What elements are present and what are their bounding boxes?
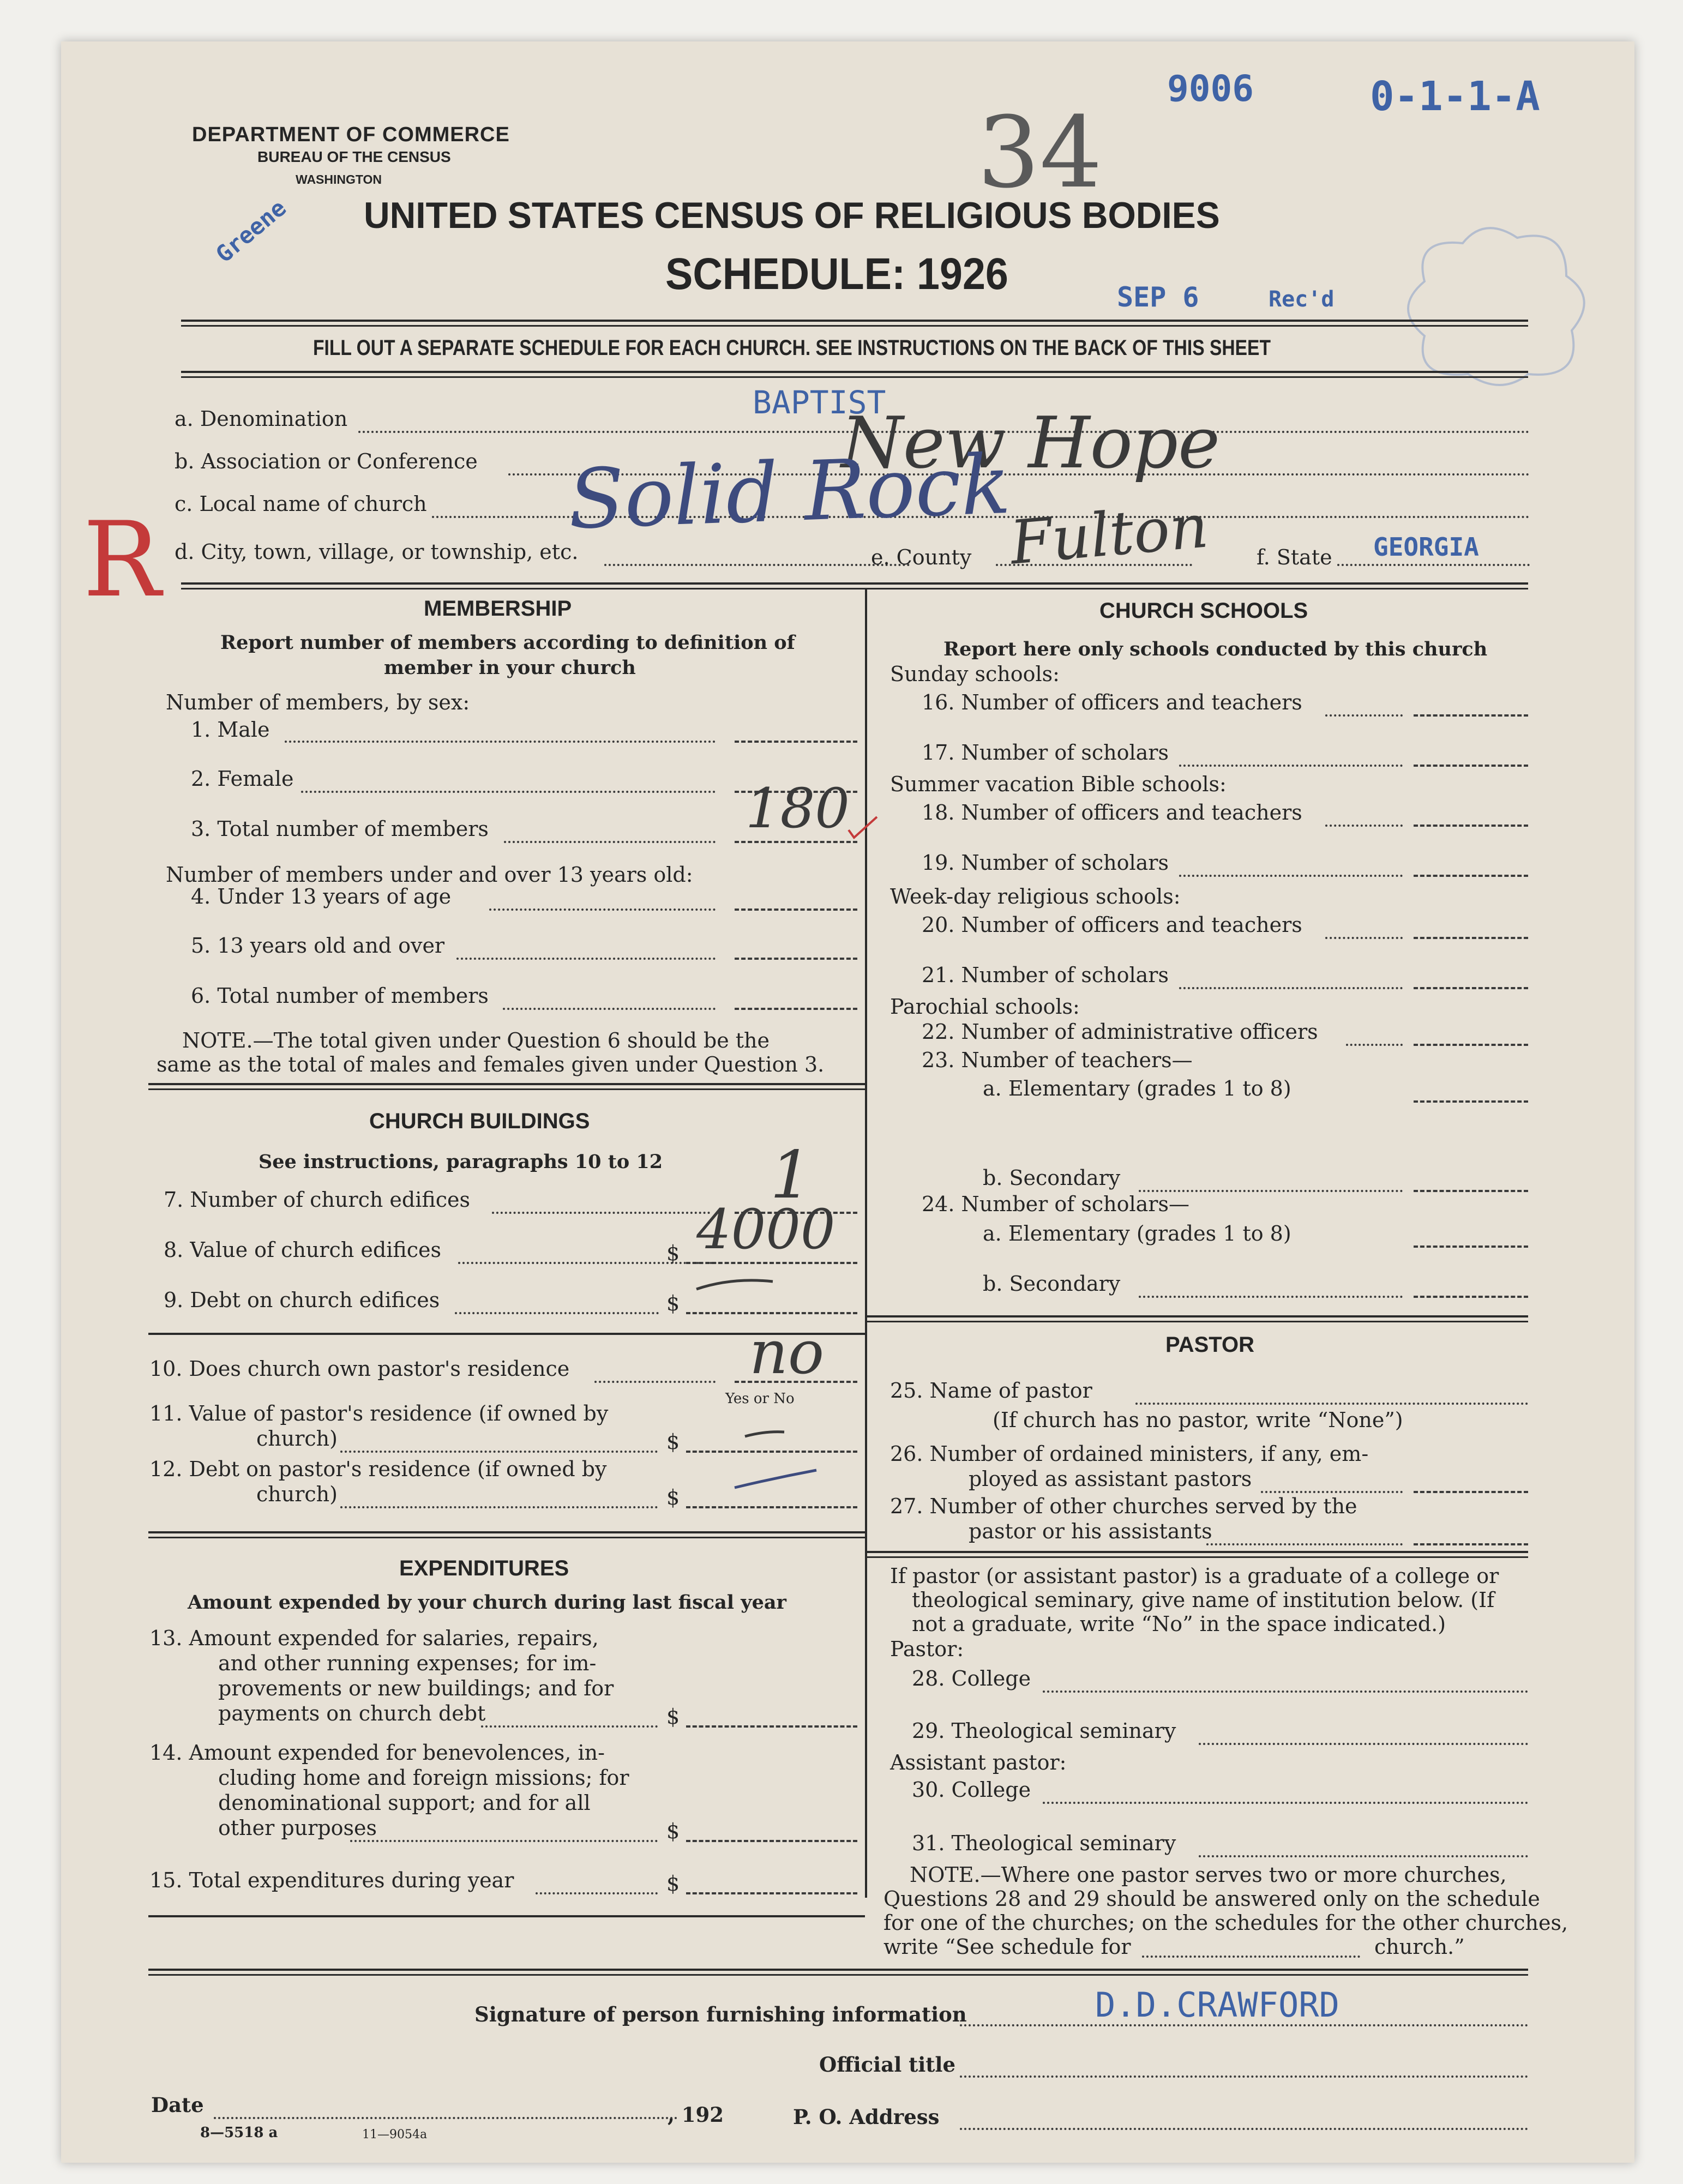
q24b-dots <box>1139 1296 1403 1298</box>
q8-dollar: $ <box>666 1241 680 1265</box>
membership-sub1: Report number of members according to definition of <box>220 631 795 654</box>
q23-label: 23. Number of teachers— <box>922 1048 1193 1072</box>
instruction-banner: FILL OUT A SEPARATE SCHEDULE FOR EACH CHURCH. SEE INSTRUCTIONS ON THE BACK OF THIS SHEET <box>313 336 1271 360</box>
q14-dollar: $ <box>666 1819 680 1843</box>
q18-label: 18. Number of officers and teachers <box>922 801 1302 825</box>
summer-schools-label: Summer vacation Bible schools: <box>890 772 1227 796</box>
q19-field[interactable] <box>1414 875 1528 877</box>
q8-value-label: 8. Value of church edifices <box>164 1238 441 1262</box>
pastor-rule2 <box>865 1321 1528 1322</box>
q26-label-2: ployed as assistant pastors <box>969 1467 1252 1491</box>
pastor-note-2: Questions 28 and 29 should be answered only on the schedule <box>883 1887 1540 1911</box>
dept-name: DEPARTMENT OF COMMERCE <box>192 123 510 146</box>
q25-label: 25. Name of pastor <box>890 1379 1092 1403</box>
q21-dots <box>1179 987 1403 989</box>
q2-female-label: 2. Female <box>191 767 294 791</box>
q12-debt-field[interactable] <box>686 1506 857 1508</box>
q14-label-1: 14. Amount expended for benevolences, in- <box>149 1741 605 1765</box>
pastor-note-1: NOTE.—Where one pastor serves two or more churches, <box>910 1863 1507 1887</box>
date-field[interactable] <box>214 2117 677 2119</box>
q28-label: 28. College <box>912 1666 1031 1690</box>
q26-label-1: 26. Number of ordained ministers, if any, em- <box>890 1442 1369 1466</box>
handwritten-total-members: 180 <box>746 777 850 840</box>
schedule-title: SCHEDULE: 1926 <box>665 249 1008 299</box>
q21-label: 21. Number of scholars <box>922 963 1169 987</box>
expenditures-rule2 <box>148 1537 865 1538</box>
yes-no-hint: Yes or No <box>725 1391 795 1407</box>
bureau-city: WASHINGTON <box>296 172 382 186</box>
q13-label-1: 13. Amount expended for salaries, repairs, <box>149 1626 599 1650</box>
q11-value-label-2: church) <box>256 1427 338 1451</box>
q9-debt-label: 9. Debt on church edifices <box>164 1288 440 1312</box>
denomination-stamp: BAPTIST <box>753 384 886 421</box>
red-check-mark <box>846 814 879 841</box>
q20-label: 20. Number of officers and teachers <box>922 913 1302 937</box>
census-schedule-sheet <box>61 41 1634 2163</box>
faint-round-stamp <box>1392 216 1599 396</box>
header-rule-bottom <box>181 371 1528 373</box>
age-group-label: Number of members under and over 13 years old: <box>166 863 693 887</box>
handwritten-church-name: Solid Rock <box>567 437 1012 548</box>
form-number: 8—5518 a <box>200 2125 278 2141</box>
buildings-sub: See instructions, paragraphs 10 to 12 <box>259 1151 663 1173</box>
q12-dollar: $ <box>666 1485 680 1509</box>
q1-male-label: 1. Male <box>191 718 270 742</box>
signature-stamp: D.D.CRAWFORD <box>1095 1985 1339 2025</box>
q31-label: 31. Theological seminary <box>912 1831 1176 1855</box>
q10-dots <box>594 1381 716 1383</box>
q11-dollar: $ <box>666 1430 680 1454</box>
q16-field[interactable] <box>1414 714 1528 717</box>
q12-dash-mark <box>732 1465 819 1492</box>
official-title-label: Official title <box>819 2053 955 2077</box>
schools-heading: CHURCH SCHOOLS <box>1099 599 1308 623</box>
q23b-field[interactable] <box>1414 1190 1528 1192</box>
denomination-label: a. Denomination <box>175 407 348 431</box>
city-field[interactable] <box>604 564 910 566</box>
red-r-mark: R <box>83 500 161 620</box>
q25-pastor-name-field[interactable] <box>1135 1403 1528 1405</box>
see-schedule-field[interactable] <box>1142 1956 1360 1958</box>
q4-dots <box>489 909 716 911</box>
q7-edifices-label: 7. Number of church edifices <box>164 1188 470 1212</box>
q5-13andover-field[interactable] <box>735 958 857 960</box>
q28-college-field[interactable] <box>1043 1690 1528 1693</box>
q26-field[interactable] <box>1414 1491 1528 1493</box>
pastor-note-3: for one of the churches; on the schedules for the other churches, <box>883 1911 1568 1935</box>
header-rule-top <box>181 320 1528 322</box>
header-rule-bottom2 <box>181 376 1528 378</box>
q18-dots <box>1325 825 1403 827</box>
section-rule <box>181 582 1528 585</box>
q4-under13-field[interactable] <box>735 909 857 911</box>
handwritten-county: Fulton <box>1007 491 1211 578</box>
graduate-rule <box>865 1551 1528 1553</box>
q12-dots <box>340 1506 658 1508</box>
q30-label: 30. College <box>912 1778 1031 1802</box>
q16-dots <box>1325 714 1403 717</box>
q13-label-4: payments on church debt <box>218 1701 486 1725</box>
date-label: Date <box>151 2093 204 2117</box>
q19-dots <box>1179 875 1403 877</box>
sunday-schools-label: Sunday schools: <box>890 662 1060 686</box>
pastor-note-4: write “See schedule for <box>883 1935 1131 1959</box>
q12-debt-label-2: church) <box>256 1482 338 1506</box>
q13-amount-field[interactable] <box>686 1725 857 1728</box>
q27-field[interactable] <box>1414 1543 1528 1545</box>
q10-residence-label: 10. Does church own pastor's residence <box>149 1357 570 1381</box>
q20-field[interactable] <box>1414 937 1528 939</box>
q3-total-field[interactable] <box>735 841 857 843</box>
q11-value-label-1: 11. Value of pastor's residence (if owned by <box>149 1401 609 1425</box>
q5-dots <box>456 958 716 960</box>
handwritten-edifice-value: 4000 <box>696 1198 836 1261</box>
q17-field[interactable] <box>1414 765 1528 767</box>
q31-seminary-field[interactable] <box>1199 1855 1528 1857</box>
q27-dots <box>1206 1543 1403 1545</box>
footer-rule-full <box>148 1969 1528 1971</box>
weekday-schools-label: Week-day religious schools: <box>890 885 1181 909</box>
q23b-label: b. Secondary <box>983 1166 1121 1190</box>
expenditures-sub: Amount expended by your church during last fiscal year <box>188 1591 786 1614</box>
pastor-note-5: church.” <box>1374 1935 1465 1959</box>
graduate-instruction-3: not a graduate, write “No” in the space indicated.) <box>912 1612 1446 1636</box>
footer-rule-full2 <box>148 1974 1528 1976</box>
q26-dots <box>1261 1491 1403 1493</box>
q6-total-label: 6. Total number of members <box>191 984 489 1008</box>
footer-rule <box>148 1915 865 1917</box>
q21-field[interactable] <box>1414 987 1528 989</box>
received-stamp: Rec'd <box>1269 287 1335 312</box>
q9-dots <box>455 1312 659 1314</box>
q24b-label: b. Secondary <box>983 1272 1121 1296</box>
page-title: UNITED STATES CENSUS OF RELIGIOUS BODIES <box>364 195 1220 236</box>
membership-note-2: same as the total of males and females given under Question 3. <box>157 1052 825 1076</box>
state-field[interactable] <box>1337 564 1530 566</box>
q27-label-2: pastor or his assistants <box>969 1519 1212 1543</box>
q22-dots <box>1346 1044 1403 1046</box>
members-by-sex-label: Number of members, by sex: <box>166 690 470 714</box>
city-label: d. City, town, village, or township, etc. <box>175 540 579 564</box>
q3-total-label: 3. Total number of members <box>191 817 489 841</box>
po-address-label: P. O. Address <box>793 2105 940 2129</box>
bureau-name: BUREAU OF THE CENSUS <box>257 148 451 165</box>
graduate-rule2 <box>865 1556 1528 1558</box>
q24-label: 24. Number of scholars— <box>922 1192 1189 1216</box>
header-rule-top2 <box>181 325 1528 327</box>
q22-label: 22. Number of administrative officers <box>922 1020 1318 1044</box>
q14-dots <box>350 1840 658 1842</box>
church-name-label: c. Local name of church <box>175 492 427 516</box>
q4-under13-label: 4. Under 13 years of age <box>191 885 452 909</box>
graduate-instruction-1: If pastor (or assistant pastor) is a graduate of a college or <box>890 1564 1499 1588</box>
buildings-heading: CHURCH BUILDINGS <box>369 1109 590 1133</box>
expenditures-rule <box>148 1531 865 1533</box>
q17-dots <box>1179 765 1403 767</box>
buildings-rule2 <box>148 1088 865 1090</box>
q3-dots <box>504 841 716 843</box>
q27-label-1: 27. Number of other churches served by the <box>890 1494 1357 1518</box>
date-stamp: SEP 6 <box>1117 281 1199 313</box>
q22-field[interactable] <box>1414 1044 1528 1046</box>
county-label: e. County <box>871 545 972 569</box>
q11-value-field[interactable] <box>686 1451 857 1453</box>
buildings-rule <box>148 1083 865 1085</box>
q9-dash-mark <box>694 1274 776 1296</box>
pastor-heading: PASTOR <box>1165 1333 1254 1357</box>
official-title-field[interactable] <box>960 2075 1528 2078</box>
handwritten-owns-residence: no <box>749 1317 825 1387</box>
q24a-label: a. Elementary (grades 1 to 8) <box>983 1222 1291 1246</box>
membership-heading: MEMBERSHIP <box>424 597 572 621</box>
pastor-label: Pastor: <box>890 1637 964 1661</box>
q14-label-3: denominational support; and for all <box>218 1791 591 1815</box>
pastor-rule <box>865 1315 1528 1317</box>
membership-sub2: member in your church <box>384 657 636 679</box>
membership-note-1: NOTE.—The total given under Question 6 should be the <box>182 1028 770 1052</box>
q15-total-field[interactable] <box>686 1892 857 1894</box>
file-number-stamp: 9006 <box>1167 68 1254 110</box>
county-stamp: Greene <box>211 194 291 268</box>
q29-label: 29. Theological seminary <box>912 1719 1176 1743</box>
signature-label: Signature of person furnishing information <box>474 2002 967 2026</box>
q23a-label: a. Elementary (grades 1 to 8) <box>983 1076 1291 1100</box>
parochial-schools-label: Parochial schools: <box>890 995 1080 1019</box>
q14-label-2: cluding home and foreign missions; for <box>218 1766 629 1790</box>
assistant-pastor-label: Assistant pastor: <box>890 1750 1067 1774</box>
q30-college-field[interactable] <box>1043 1802 1528 1804</box>
q13-dots <box>481 1725 658 1728</box>
q6-dots <box>503 1008 716 1010</box>
graduate-instruction-2: theological seminary, give name of institution below. (If <box>912 1588 1495 1612</box>
q13-label-2: and other running expenses; for im- <box>218 1651 597 1675</box>
q9-dollar: $ <box>666 1291 680 1315</box>
date-year: , 192 <box>668 2103 724 2127</box>
q13-dollar: $ <box>666 1705 680 1729</box>
q15-dollar: $ <box>666 1872 680 1896</box>
q23a-field[interactable] <box>1414 1100 1528 1103</box>
handwritten-association: New Hope <box>841 401 1221 484</box>
q24b-field[interactable] <box>1414 1296 1528 1298</box>
q8-value-field[interactable] <box>686 1262 857 1264</box>
q5-13andover-label: 5. 13 years old and over <box>191 934 445 958</box>
state-label: f. State <box>1257 545 1332 569</box>
q12-debt-label-1: 12. Debt on pastor's residence (if owned by <box>149 1457 607 1481</box>
q19-label: 19. Number of scholars <box>922 851 1169 875</box>
q16-label: 16. Number of officers and teachers <box>922 690 1302 714</box>
section-rule2 <box>181 588 1528 589</box>
q2-dots <box>301 791 716 793</box>
q9-debt-field[interactable] <box>686 1312 857 1314</box>
column-divider <box>865 589 867 1898</box>
q15-dots <box>536 1892 658 1894</box>
q24a-field[interactable] <box>1414 1246 1528 1248</box>
po-address-field[interactable] <box>960 2128 1528 2130</box>
q6-total-field[interactable] <box>735 1008 857 1010</box>
q15-label: 15. Total expenditures during year <box>149 1868 514 1892</box>
q25-note: (If church has no pastor, write “None”) <box>993 1408 1403 1432</box>
handwritten-edifices: 1 <box>770 1138 812 1213</box>
state-stamp: GEORGIA <box>1373 532 1479 562</box>
q1-dots <box>285 741 716 743</box>
q1-male-field[interactable] <box>735 741 857 743</box>
q14-amount-field[interactable] <box>686 1840 857 1842</box>
q13-label-3: provements or new buildings; and for <box>218 1676 614 1700</box>
q29-seminary-field[interactable] <box>1199 1743 1528 1745</box>
q20-dots <box>1325 937 1403 939</box>
q18-field[interactable] <box>1414 825 1528 827</box>
q11-dots <box>340 1451 658 1453</box>
handwritten-number: 34 <box>977 96 1103 210</box>
q17-label: 17. Number of scholars <box>922 741 1169 765</box>
q11-dash-mark <box>743 1427 786 1443</box>
association-label: b. Association or Conference <box>175 449 478 473</box>
expenditures-heading: EXPENDITURES <box>399 1556 569 1580</box>
schools-sub: Report here only schools conducted by this church <box>943 638 1488 660</box>
q14-label-4: other purposes <box>218 1816 377 1840</box>
code-stamp: 0-1-1-A <box>1370 73 1540 120</box>
print-number: 11—9054a <box>362 2128 428 2141</box>
q7-dots <box>492 1212 710 1214</box>
